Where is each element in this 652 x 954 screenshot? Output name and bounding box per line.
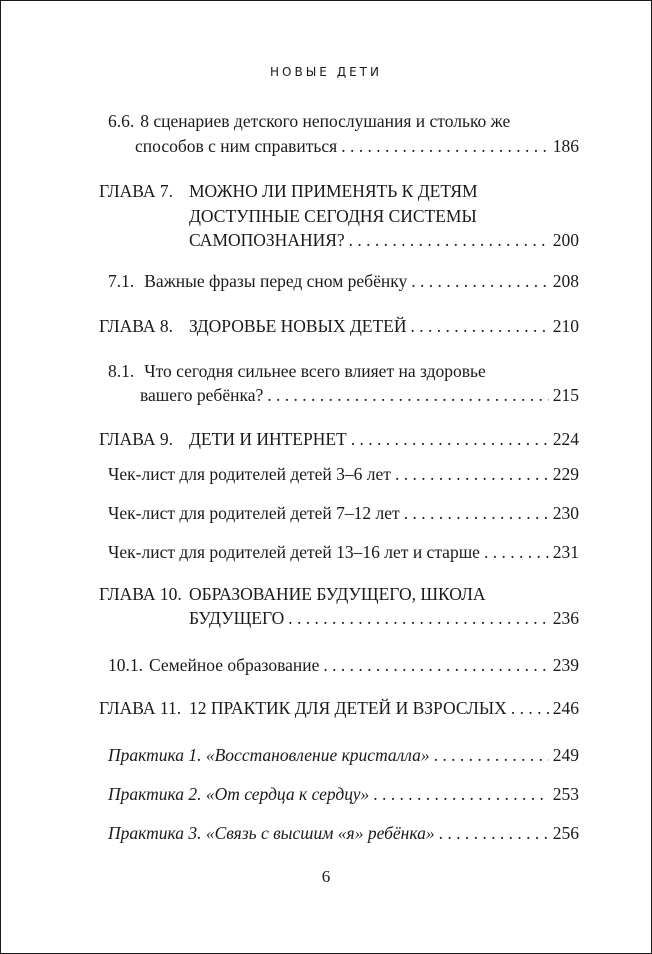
leader-dots (288, 606, 548, 630)
chapter-title: 12 ПРАКТИК ДЛЯ ДЕТЕЙ И ВЗРОСЛЫХ (189, 698, 507, 718)
chapter-title: ДЕТИ И ИНТЕРНЕТ (189, 429, 347, 449)
toc-page-number: 253 (552, 784, 579, 804)
leader-dots (404, 501, 549, 525)
leader-dots (349, 228, 549, 252)
toc-entry-title: Семейное образование (149, 655, 320, 675)
chapter-title: ДОСТУПНЫЕ СЕГОДНЯ СИСТЕМЫ (189, 206, 477, 226)
toc-page-number: 215 (552, 385, 579, 405)
toc-checklist-7-12[interactable] (108, 501, 579, 525)
toc-page-number: 246 (552, 698, 579, 718)
toc-practice-3[interactable] (108, 821, 579, 845)
toc-page-number: 208 (552, 271, 579, 291)
toc-practice-2[interactable] (108, 782, 579, 806)
toc-page-number: 256 (552, 823, 579, 843)
chapter-title: БУДУЩЕГО (189, 608, 285, 628)
leader-dots (373, 782, 548, 806)
toc-entry-number: 8.1. (108, 361, 135, 381)
toc-entry-title: Чек-лист для родителей детей 7–12 лет (108, 503, 400, 523)
chapter-label: ГЛАВА 9. (99, 429, 174, 449)
toc-entry-title: Практика 3. «Связь с высшим «я» ребёнка» (108, 823, 435, 843)
chapter-title: САМОПОЗНАНИЯ? (189, 230, 345, 250)
toc-entry-6-6-line1 (108, 109, 510, 133)
toc-entry-number: 6.6. (108, 111, 135, 131)
leader-dots (411, 314, 549, 338)
toc-chapter-7-line2 (189, 204, 477, 228)
leader-dots (511, 696, 549, 720)
toc-entry-title: Чек-лист для родителей детей 3–6 лет (108, 464, 391, 484)
toc-chapter-10-line2[interactable] (189, 606, 579, 630)
toc-page-number: 186 (552, 136, 579, 156)
toc-entry-7-1[interactable] (108, 269, 579, 293)
chapter-title: ОБРАЗОВАНИЕ БУДУЩЕГО, ШКОЛА (189, 584, 486, 604)
toc-chapter-9-label-row (99, 427, 173, 451)
leader-dots (411, 269, 549, 293)
page-number: 6 (321, 867, 331, 886)
toc-entry-6-6-line2[interactable] (135, 134, 579, 158)
chapter-title: ЗДОРОВЬЕ НОВЫХ ДЕТЕЙ (189, 316, 407, 336)
toc-entry-title: Чек-лист для родителей детей 13–16 лет и старше (108, 542, 480, 562)
toc-entry-title: Практика 2. «От сердца к сердцу» (108, 784, 370, 804)
toc-chapter-7-label-row (99, 179, 173, 203)
leader-dots (267, 383, 549, 407)
toc-chapter-11[interactable] (189, 696, 579, 720)
toc-practice-1[interactable] (108, 743, 579, 767)
toc-entry-8-1-line1 (108, 359, 486, 383)
toc-page-number: 236 (552, 608, 579, 628)
toc-page-number: 239 (552, 655, 579, 675)
toc-chapter-7-line3[interactable] (189, 228, 579, 252)
toc-entry-number: 7.1. (108, 271, 135, 291)
toc-chapter-9[interactable] (189, 427, 579, 451)
toc-page-number: 200 (552, 230, 579, 250)
toc-page-number: 249 (552, 745, 579, 765)
chapter-label: ГЛАВА 11. (99, 698, 182, 718)
toc-chapter-10-label-row (99, 582, 182, 606)
toc-chapter-11-label-row (99, 696, 181, 720)
leader-dots (434, 743, 549, 767)
toc-chapter-7-line1 (189, 179, 478, 203)
leader-dots (351, 427, 549, 451)
toc-entry-title: Что сегодня сильнее всего влияет на здоровье (144, 361, 486, 381)
leader-dots (439, 821, 549, 845)
chapter-label: ГЛАВА 8. (99, 316, 174, 336)
toc-entry-title: Важные фразы перед сном ребёнку (144, 271, 408, 291)
toc-entry-10-1[interactable] (108, 653, 579, 677)
toc-checklist-3-6[interactable] (108, 462, 579, 486)
toc-entry-number: 10.1. (108, 655, 143, 675)
leader-dots (395, 462, 549, 486)
toc-page-number: 224 (552, 429, 579, 449)
toc-entry-title: способов с ним справиться (135, 136, 338, 156)
leader-dots (341, 134, 549, 158)
running-header: НОВЫЕ ДЕТИ (270, 65, 382, 79)
chapter-label: ГЛАВА 7. (99, 181, 174, 201)
toc-entry-title: Практика 1. «Восстановление кристалла» (108, 745, 430, 765)
toc-page-number: 231 (552, 542, 579, 562)
toc-page-number: 210 (552, 316, 579, 336)
toc-chapter-8[interactable] (189, 314, 579, 338)
toc-chapter-10-line1 (189, 582, 486, 606)
toc-entry-8-1-line2[interactable] (140, 383, 579, 407)
chapter-label: ГЛАВА 10. (99, 584, 182, 604)
toc-checklist-13-16[interactable] (108, 540, 579, 564)
chapter-title: МОЖНО ЛИ ПРИМЕНЯТЬ К ДЕТЯМ (189, 181, 478, 201)
toc-page-number: 230 (552, 503, 579, 523)
toc-chapter-8-label-row (99, 314, 173, 338)
toc-entry-title: вашего ребёнка? (140, 385, 264, 405)
toc-page-number: 229 (552, 464, 579, 484)
toc-entry-title: 8 сценариев детского непослушания и столько же (140, 111, 511, 131)
leader-dots (323, 653, 548, 677)
leader-dots (484, 540, 549, 564)
